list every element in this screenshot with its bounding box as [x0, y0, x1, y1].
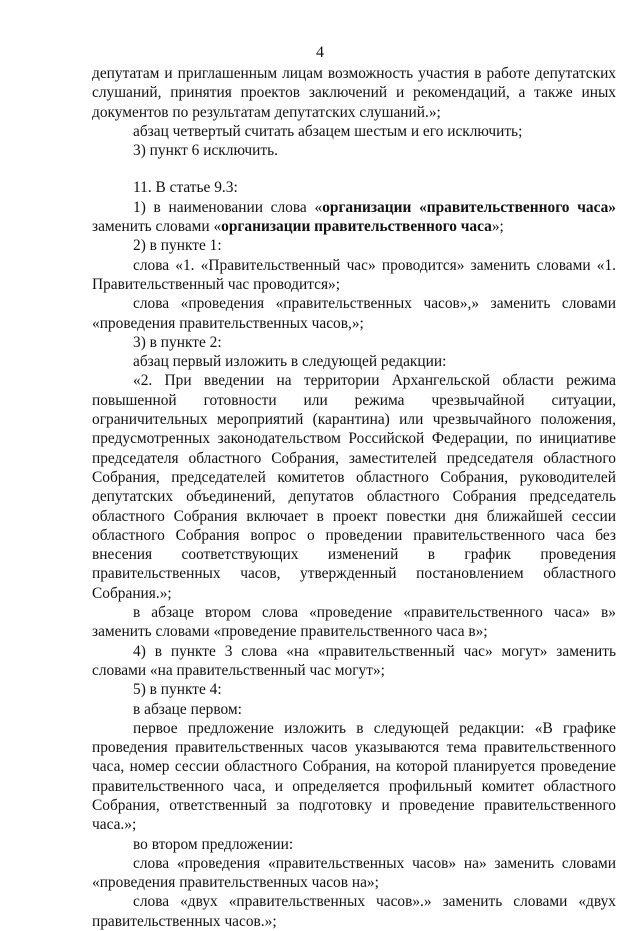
- text-run: »;: [491, 218, 504, 236]
- paragraph-words-2: слова «проведения «правительственных часов»,» заменить словами «проведения правительственных часов,»;: [92, 295, 616, 332]
- text-run: 1) в наименовании слова «: [133, 198, 323, 216]
- document-body: [92, 64, 616, 931]
- paragraph-words-1: слова «1. «Правительственный час» проводится» заменить словами «1. Правительственный час проводится»;: [92, 256, 616, 293]
- paragraph-continuation: депутатам и приглашенным лицам возможность участия в работе депутатских слушаний, принятия проектов заключений и рекомендаций, а также иных документов по результатам депутатских слушаний.»;: [92, 65, 616, 121]
- paragraph-gap: [92, 160, 616, 178]
- paragraph-abzac-second: в абзаце втором слова «проведение «правительственного часа» в» заменить словами «проведение правительственного часа в»;: [92, 604, 616, 641]
- text-run: заменить словами «: [92, 218, 222, 236]
- paragraph-point-2: 3) в пункте 2:: [133, 333, 222, 351]
- bold-old-title: организации «правительственного часа»: [322, 198, 616, 216]
- paragraph-point-6: 3) пункт 6 исключить.: [133, 142, 278, 160]
- paragraph-words-4: слова «двух «правительственных часов».» заменить словами «двух правительственных часов.»;: [92, 893, 616, 930]
- paragraph-point-4: 5) в пункте 4:: [133, 681, 222, 699]
- paragraph-title-change: [92, 198, 616, 237]
- page-number: 4: [316, 44, 324, 61]
- paragraph-abzac-first-4: в абзаце первом:: [133, 700, 242, 718]
- paragraph-point-3: 4) в пункте 3 слова «на «правительственный час» могут» заменить словами «на правительственный час могут»;: [92, 642, 616, 679]
- paragraph-new-text: «2. При введении на территории Архангельской области режима повышенной готовности или режима чрезвычайной ситуации, ограничительных мероприятий (карантина) или чрезвычайного положения, предусмотренных законодательством Российской Федерации, по инициативе председателя областного Собрания, заместителей председателя областного Собрания, председателей комитетов областного Собрания, руководителей депутатских объединений, депутатов областного Собрания председатель областного Собрания включает в проект повестки дня ближайшей сессии областного Собрания вопрос о проведении правительственного часа без внесения соответствующих изменений в график проведения правительственных часов, утвержденный постановлением областного Собрания.»;: [92, 372, 616, 602]
- paragraph-second-sentence: во втором предложении:: [133, 835, 294, 853]
- paragraph-abzac-first: абзац первый изложить в следующей редакции:: [133, 353, 447, 371]
- paragraph-first-sentence: первое предложение изложить в следующей редакции: «В графике проведения правительственных часов указываются тема правительственного часа, номер сессии областного Собрания, на которой планируется проведение правительственного часа, и определяется профильный комитет областного Собрания, ответственный за подготовку и проведение правительственного часа.»;: [92, 719, 616, 834]
- paragraph-words-3: слова «проведения «правительственных часов» на» заменить словами «проведения правительственных часов на»;: [92, 854, 616, 892]
- paragraph-point-1: 2) в пункте 1:: [133, 237, 222, 255]
- bold-new-title: организации правительственного часа: [221, 218, 492, 236]
- paragraph-abzac-fourth: абзац четвертый считать абзацем шестым и его исключить;: [133, 122, 523, 140]
- paragraph-article-9-3: 11. В статье 9.3:: [133, 179, 238, 197]
